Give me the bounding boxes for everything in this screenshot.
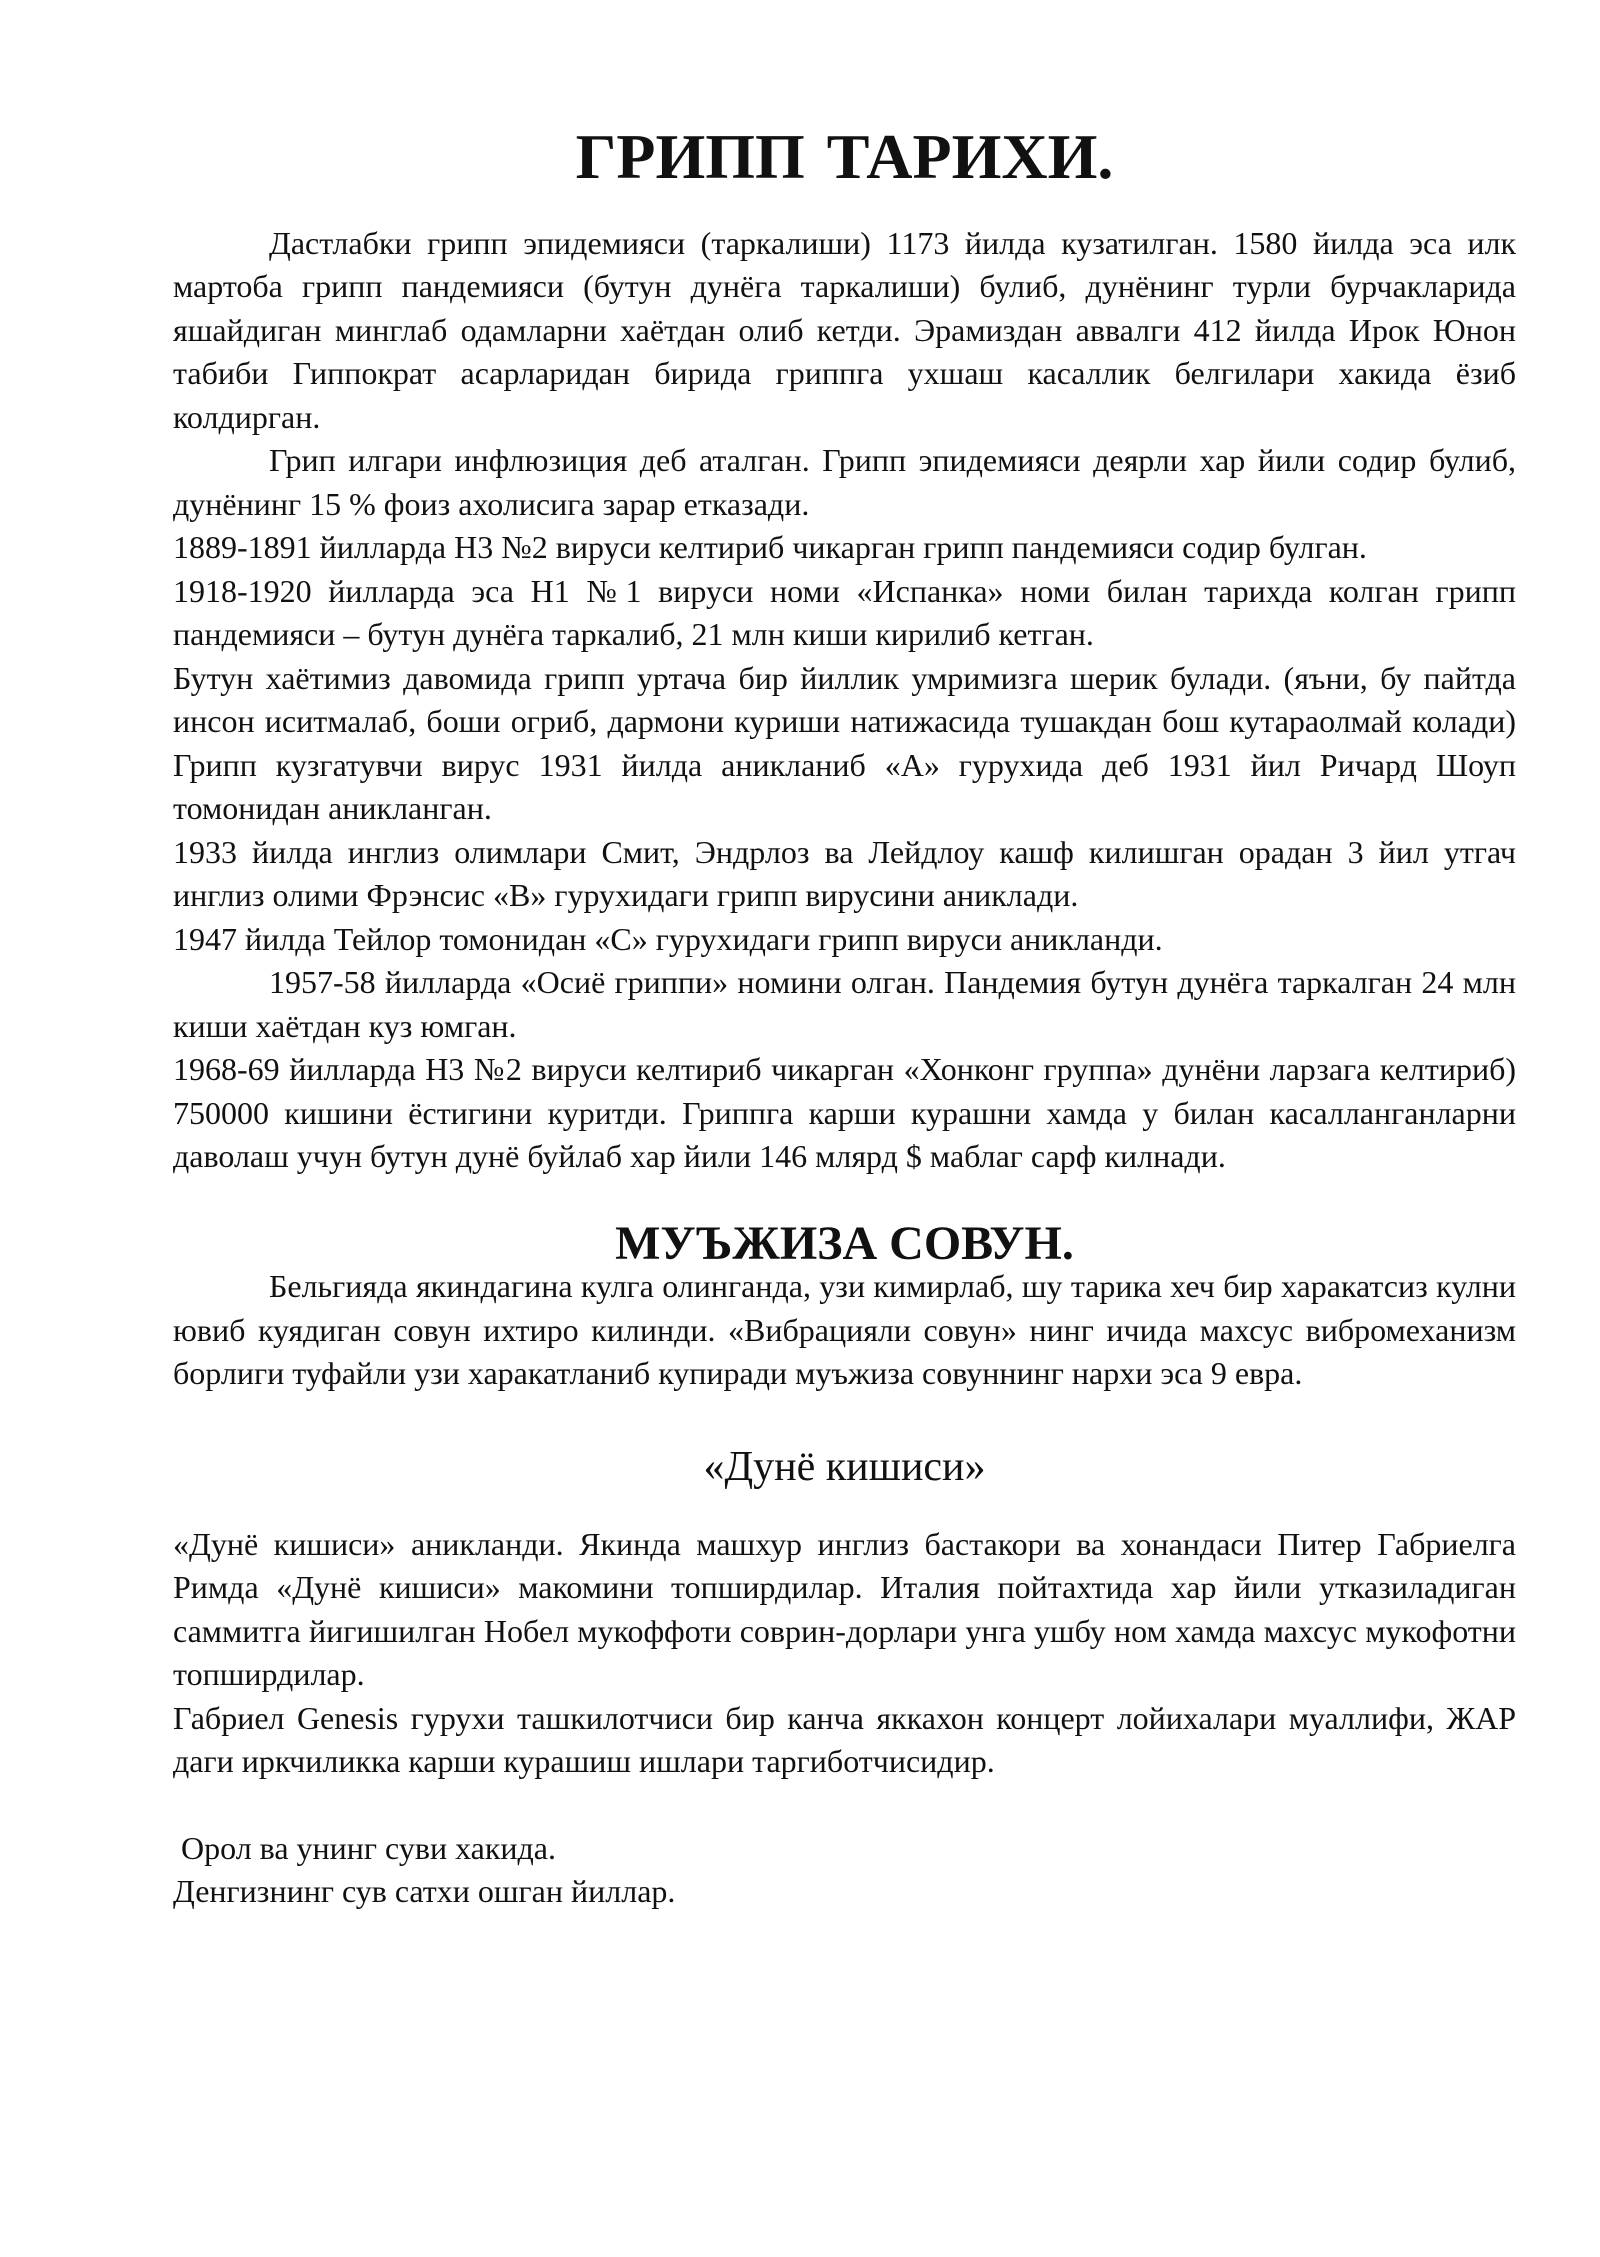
paragraph: Грип илгари инфлюзиция деб аталган. Грипп эпидемияси деярли хар йили содир булиб, дунёнинг 15 % фоиз ахолисига зарар етказади. [173,442,1516,522]
paragraph: 1957-58 йилларда «Осиё гриппи» номини олган. Пандемия бутун дунёга таркалган 24 млн киши хаётдан куз юмган. [173,964,1516,1044]
text-line: Орол ва унинг суви хакида. [173,1829,556,1866]
paragraph: Дастлабки грипп эпидемияси (таркалиши) 1173 йилда кузатилган. 1580 йилда эса илк мартоба грипп пандемияси (бутун дунёга таркалиши) булиб, дунёнинг турли бурчакларида яшайдиган минглаб одамларни хаётдан олиб кетди. Эрамиздан аввалги 412 йилда Ирок Юнон табиби Гиппократ асарларидан бирида гриппга ухшаш касаллик белгилари хакида ёзиб колдирган. [173,224,1516,435]
paragraph: Бельгияда якиндагина кулга олинганда, узи кимирлаб, шу тарика хеч бир харакатсиз кулни ювиб куядиган совун ихтиро килинди. «Вибрацияли совун» нинг ичида махсус вибромеханизм борлиги туфайли узи харакатланиб купиради муъжиза совуннинг нархи эса 9 евра. [173,1268,1516,1391]
paragraph: 1947 йилда Тейлор томонидан «С» гурухидаги грипп вируси аникланди. [173,920,1163,957]
section-title-flu-history [173,121,1516,192]
paragraph: 1968-69 йилларда Н3 №2 вируси келтириб чикарган «Хонконг группа» дунёни ларзага келтириб) 750000 кишини ёстигини куритди. Гриппга карши курашни хамда у билан касалланганларни даволаш учун бутун дунё буйлаб хар йили 146 млярд $ маблаг сарф килнади. [173,1051,1516,1174]
title-part-1: ГРИПП [575,121,805,192]
text-line: Денгизнинг сув сатхи ошган йиллар. [173,1873,676,1909]
paragraph: 1889-1891 йилларда Н3 №2 вируси келтириб чикарган грипп пандемияси содир булган. [173,529,1367,565]
title-part-2: ТАРИХИ. [826,121,1114,192]
paragraph: Габриел Genesis гурухи ташкилотчиси бир канча яккахон концерт лойихалари муаллифи, ЖАР даги иркчиликка карши курашиш ишлари таргиботчисидир. [173,1699,1516,1779]
paragraph: 1933 йилда инглиз олимлари Смит, Эндрлоз ва Лейдлоу кашф килишган орадан 3 йил утгач инглиз олими Фрэнсис «В» гурухидаги грипп вирусини аниклади. [173,833,1516,913]
paragraph: Бутун хаётимиз давомида грипп уртача бир йиллик умримизга шерик булади. (яъни, бу пайтда инсон иситмалаб, боши огриб, дармони куриши натижасида тушакдан бош кутараолмай колади) Грипп кузгатувчи вирус 1931 йилда аникланиб «А» гурухида деб 1931 йил Ричард Шоуп томонидан аникланган. [173,659,1516,826]
spacer [173,1179,1516,1222]
document-page [173,121,1516,1914]
paragraph: «Дунё кишиси» аникланди. Якинда машхур инглиз бастакори ва хонандаси Питер Габриелга Римда «Дунё кишиси» макомини топширдилар. Италия пойтахтида хар йили утказиладиган саммитга йигишилган Нобел мукоффоти соврин-дорлари унга ушбу ном хамда махсус мукофотни топширдилар. [173,1525,1516,1692]
paragraph: 1918-1920 йилларда эса Н1 №1 вируси номи «Испанка» номи билан тарихда колган грипп пандемияси – бутун дунёга таркалиб, 21 млн киши кирилиб кетган. [173,572,1516,652]
section-title-miracle-soap: МУЪЖИЗА СОВУН. [615,1216,1074,1270]
section-title-man-of-the-world: «Дунё кишиси» [703,1443,986,1490]
spacer [173,1784,1516,1827]
